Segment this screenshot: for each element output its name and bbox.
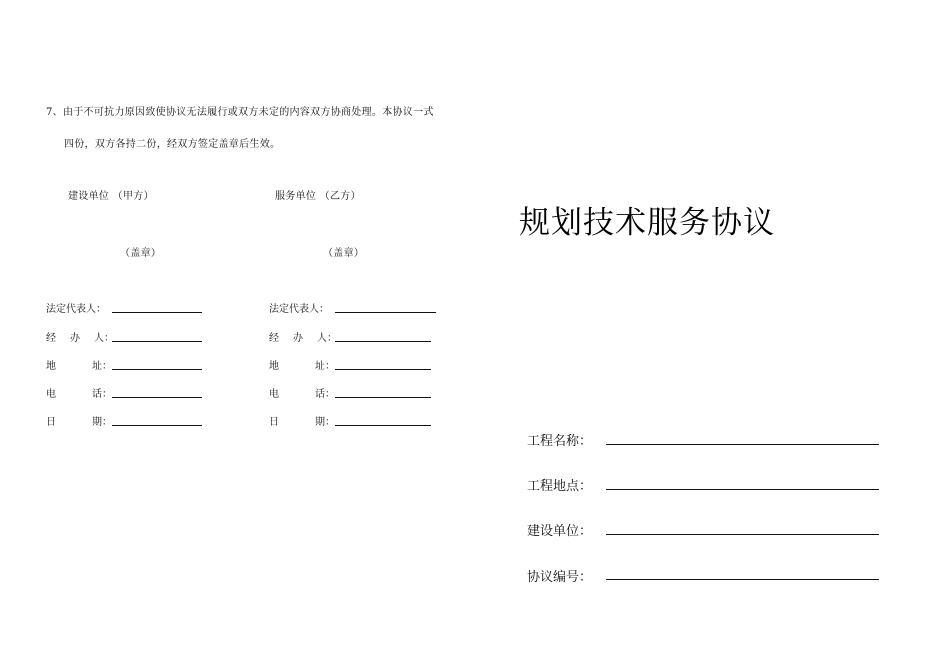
project-location-line[interactable] [606,489,879,490]
party-a-phone-line[interactable] [112,397,202,398]
party-b-agent-line[interactable] [335,341,431,342]
party-a-date-label: 日期： [46,417,112,428]
party-b-phone-line[interactable] [335,397,431,398]
party-b-date-line[interactable] [335,425,431,426]
clause-7-line-2: 四份，双方各持二份，经双方签定盖章后生效。 [64,139,281,150]
party-a-agent-line[interactable] [112,341,202,342]
project-name-line[interactable] [606,444,879,445]
party-b-address-label: 地址： [269,361,335,372]
party-a-agent-label: 经办人： [46,333,114,344]
party-b-date-label: 日期： [269,417,335,428]
construction-unit-line[interactable] [606,534,879,535]
construction-unit-label: 建设单位： [527,524,593,539]
party-b-phone-label: 电话： [269,389,335,400]
clause-7-line-1: 7、由于不可抗力原因致使协议无法履行或双方未定的内容双方协商处理。本协议一式 [46,107,434,118]
project-location-label: 工程地点： [527,479,593,494]
party-a-seal: （盖章） [120,248,162,259]
party-a-address-line[interactable] [112,369,202,370]
party-b-heading: 服务单位 （乙方） [275,191,361,202]
party-b-address-line[interactable] [335,369,431,370]
party-a-phone-label: 电话： [46,389,112,400]
party-a-legal-rep-line[interactable] [112,312,202,313]
agreement-number-line[interactable] [606,579,879,580]
party-b-agent-label: 经办人： [269,333,337,344]
agreement-title: 规划技术服务协议 [519,205,775,241]
party-a-address-label: 地址： [46,361,112,372]
party-b-legal-rep-line[interactable] [335,312,436,313]
party-a-date-line[interactable] [112,425,202,426]
party-b-seal: （盖章） [323,248,365,259]
party-a-heading: 建设单位 （甲方） [68,191,154,202]
agreement-number-label: 协议编号： [527,570,593,585]
project-name-label: 工程名称： [527,434,593,449]
party-b-legal-rep-label: 法定代表人： [269,304,329,315]
party-a-legal-rep-label: 法定代表人： [46,304,106,315]
